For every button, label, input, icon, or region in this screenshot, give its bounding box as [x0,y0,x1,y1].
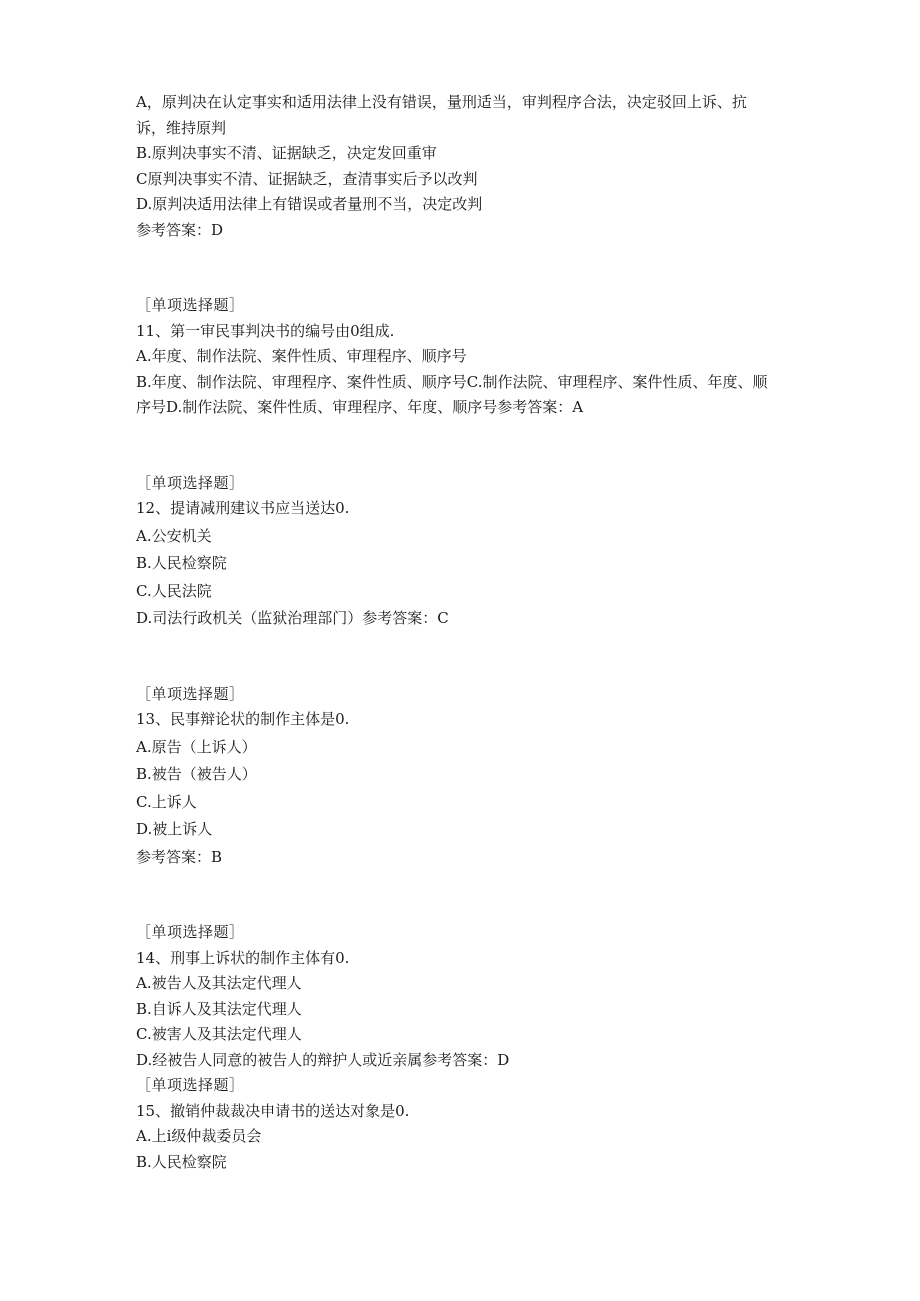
option-c: C.人民法院 [136,581,212,600]
option-d-answer: D.司法行政机关（监狱治理部门）参考答案：C [136,609,449,627]
option-b: B.原判决事实不清、证据缺乏，决定发回重审 [136,144,437,162]
question-12 [136,471,776,632]
question-10-tail [136,90,776,243]
question-type-label: ［单项选择题］ [136,684,245,703]
spacer [136,870,776,920]
question-13 [136,682,776,871]
option-a: A，原判决在认定事实和适用法律上没有错误，量刑适当，审判程序合法，决定驳回上诉、抗诉，维持原判 [136,93,747,137]
question-15 [136,1073,776,1175]
option-a: A.公安机关 [136,526,212,545]
option-c: C.上诉人 [136,792,197,811]
question-stem: 11、第一审民事判决书的编号由0组成. [136,321,395,340]
options-b-d-answer: B.年度、制作法院、审理程序、案件性质、顺序号C.制作法院、审理程序、案件性质、年度、顺序号D.制作法院、案件性质、审理程序、年度、顺序号参考答案：A [136,372,768,416]
spacer [136,243,776,293]
option-d: D.原判决适用法律上有错误或者量刑不当，决定改判 [136,195,483,213]
question-type-label: ［单项选择题］ [136,296,245,314]
option-c: C.被害人及其法定代理人 [136,1025,302,1043]
option-a: A.年度、制作法院、案件性质、审理程序、顺序号 [136,347,467,365]
spacer [136,632,776,682]
option-b: B.被告（被告人） [136,765,257,783]
option-b: B.自诉人及其法定代理人 [136,999,302,1018]
question-stem: 13、民事辩论状的制作主体是0. [136,710,350,728]
document-page [136,90,776,1175]
question-stem: 14、刑事上诉状的制作主体有0. [136,948,350,967]
option-d-answer: D.经被告人同意的被告人的辩护人或近亲属参考答案：D [136,1050,510,1069]
question-14 [136,920,776,1073]
question-type-label: ［单项选择题］ [136,473,245,492]
question-type-label: ［单项选择题］ [136,1076,245,1094]
option-c: C原判决事实不清、证据缺乏，查清事实后予以改判 [136,169,478,188]
question-11 [136,293,776,421]
spacer [136,421,776,471]
answer: 参考答案：B [136,847,223,866]
question-stem: 15、撤销仲裁裁决申请书的送达对象是0. [136,1101,410,1120]
option-b: B.人民检察院 [136,554,227,572]
option-b: B.人民检察院 [136,1152,227,1171]
option-a: A.原告（上诉人） [136,737,257,756]
option-a: A.上i级仲裁委员会 [136,1127,262,1145]
option-d: D.被上诉人 [136,820,213,838]
question-stem: 12、提请减刑建议书应当送达0. [136,499,350,517]
answer: 参考答案：D [136,220,224,239]
option-a: A.被告人及其法定代理人 [136,974,302,992]
question-type-label: ［单项选择题］ [136,923,245,941]
